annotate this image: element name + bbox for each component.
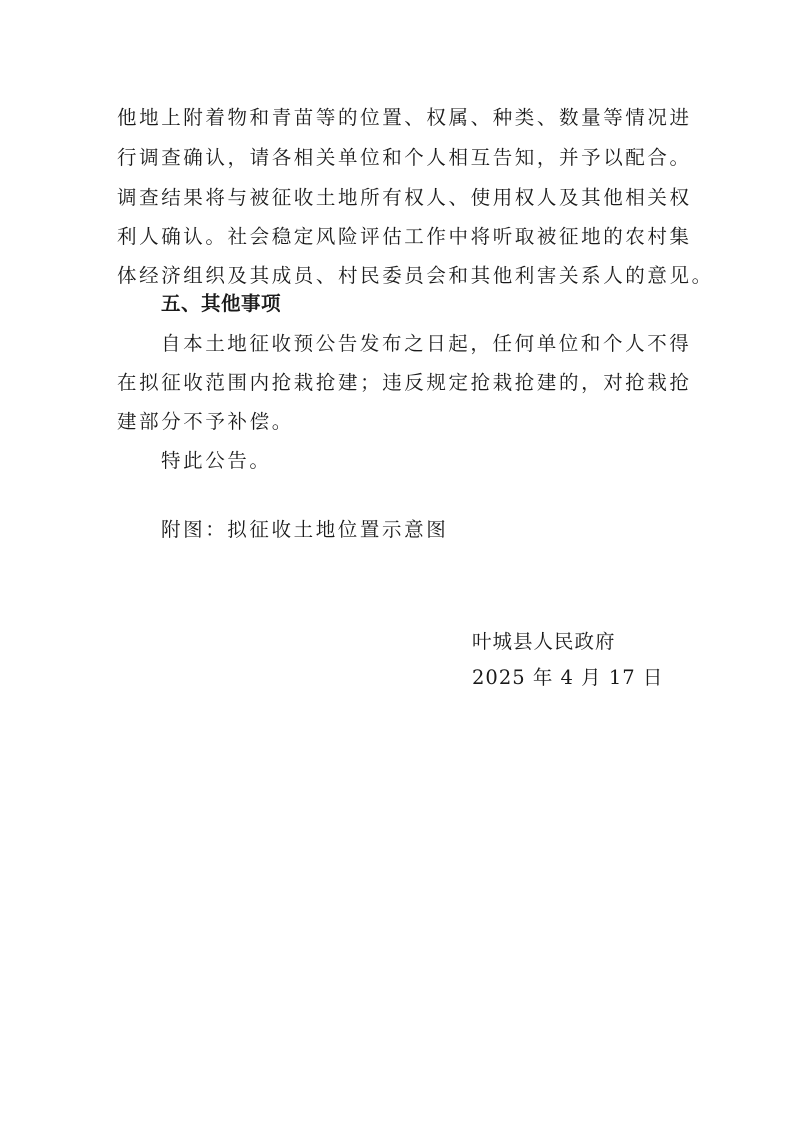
paragraph-line: 行调查确认，请各相关单位和个人相互告知，并予以配合。 (117, 146, 692, 169)
paragraph-line: 利人确认。社会稳定风险评估工作中将听取被征地的农村集 (117, 225, 692, 248)
paragraph-line: 在拟征收范围内抢栽抢建；违反规定抢栽抢建的，对抢栽抢 (117, 371, 692, 394)
paragraph-line: 他地上附着物和青苗等的位置、权属、种类、数量等情况进 (117, 106, 692, 129)
paragraph-line: 调查结果将与被征收土地所有权人、使用权人及其他相关权 (117, 186, 692, 209)
attachment-note: 附图：拟征收土地位置示意图 (161, 518, 449, 541)
issuer-name: 叶城县人民政府 (472, 630, 616, 653)
notice-end: 特此公告。 (161, 449, 272, 472)
section-heading: 五、其他事项 (161, 292, 282, 315)
paragraph-line: 自本土地征收预公告发布之日起，任何单位和个人不得 (161, 332, 692, 355)
paragraph-line: 体经济组织及其成员、村民委员会和其他利害关系人的意见。 (117, 264, 714, 287)
issue-date: 2025 年 4 月 17 日 (472, 666, 664, 689)
paragraph-line: 建部分不予补偿。 (117, 410, 294, 433)
